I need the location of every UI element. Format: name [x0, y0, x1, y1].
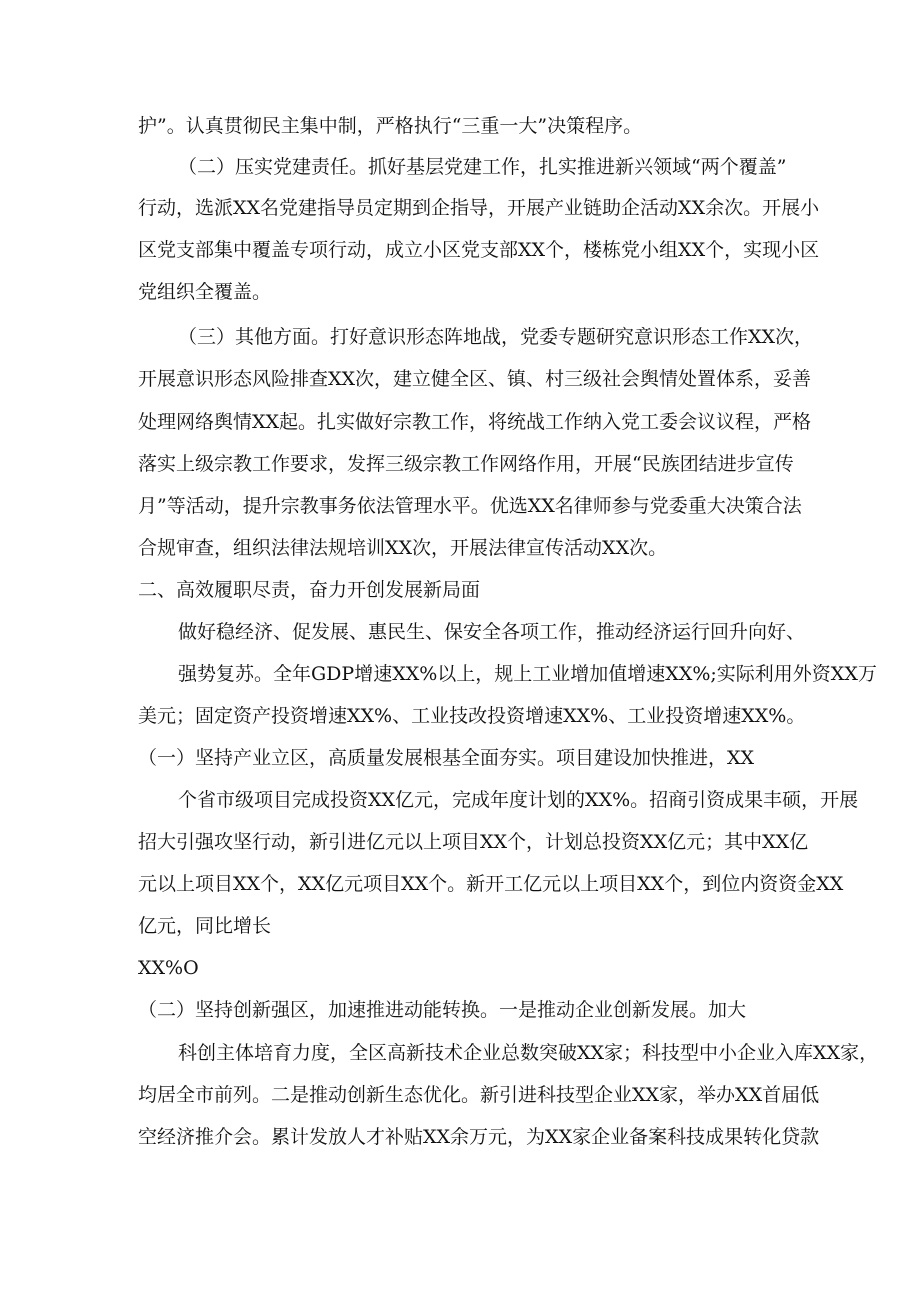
text-line: （三）其他方面。打好意识形态阵地战，党委专题研究意识形态工作XX次，: [178, 326, 814, 348]
text-line: 落实上级宗教工作要求，发挥三级宗教工作网络作用，开展“民族团结进步宣传: [138, 453, 794, 475]
text-line: 合规审查，组织法律法规培训XX次，开展法律宣传活动XX次。: [138, 537, 668, 559]
text-line: 均居全市前列。二是推动创新生态优化。新引进科技型企业XX家，举办XX首届低: [138, 1084, 820, 1106]
text-line: 做好稳经济、促发展、惠民生、保安全各项工作，推动经济运行回升向好、: [178, 621, 806, 643]
text-line: （二）压实党建责任。抓好基层党建工作，扎实推进新兴领域“两个覆盖”: [178, 156, 787, 178]
text-line: 月”等活动，提升宗教事务依法管理水平。优选XX名律师参与党委重大决策合法: [138, 495, 802, 517]
text-line: 护”。认真贯彻民主集中制，严格执行“三重一大”决策程序。: [138, 115, 643, 137]
text-line: （二）坚持创新强区，加速推进动能转换。一是推动企业创新发展。加大: [138, 999, 747, 1021]
text-line: 行动，选派XX名党建指导员定期到企指导，开展产业链助企活动XX余次。开展小: [138, 197, 820, 219]
text-line: 招大引强攻坚行动，新引进亿元以上项目XX个，计划总投资XX亿元；其中XX亿: [138, 831, 809, 853]
text-line: XX%O: [138, 957, 199, 979]
text-line: 区党支部集中覆盖专项行动，成立小区党支部XX个，楼栋党小组XX个，实现小区: [138, 239, 820, 261]
text-line: 处理网络舆情XX起。扎实做好宗教工作，将统战工作纳入党工委会议议程，严格: [138, 411, 812, 433]
text-line: 科创主体培育力度，全区高新技术企业总数突破XX家；科技型中小企业入库XX家，: [178, 1042, 879, 1064]
text-line: 空经济推介会。累计发放人才补贴XX余万元，为XX家企业备案科技成果转化贷款: [138, 1126, 820, 1148]
text-line: 开展意识形态风险排查XX次，建立健全区、镇、村三级社会舆情处置体系，妥善: [138, 368, 812, 390]
text-line: 元以上项目XX个，XX亿元项目XX个。新开工亿元以上项目XX个，到位内资资金XX: [138, 873, 844, 895]
text-line: 美元；固定资产投资增速XX%、工业技改投资增速XX%、工业投资增速XX%。: [138, 705, 806, 727]
text-line: 亿元，同比增长: [138, 915, 272, 937]
text-line: （一）坚持产业立区，高质量发展根基全面夯实。项目建设加快推进，XX: [138, 747, 755, 769]
text-line: 党组织全覆盖。: [138, 281, 272, 303]
section-heading: 二、高效履职尽责，奋力开创发展新局面: [138, 579, 481, 601]
text-line: 强势复苏。全年GDP增速XX%以上，规上工业增加值增速XX%;实际利用外资XX万: [178, 663, 877, 685]
text-line: 个省市级项目完成投资XX亿元，完成年度计划的XX%。招商引资成果丰硕，开展: [178, 789, 859, 811]
